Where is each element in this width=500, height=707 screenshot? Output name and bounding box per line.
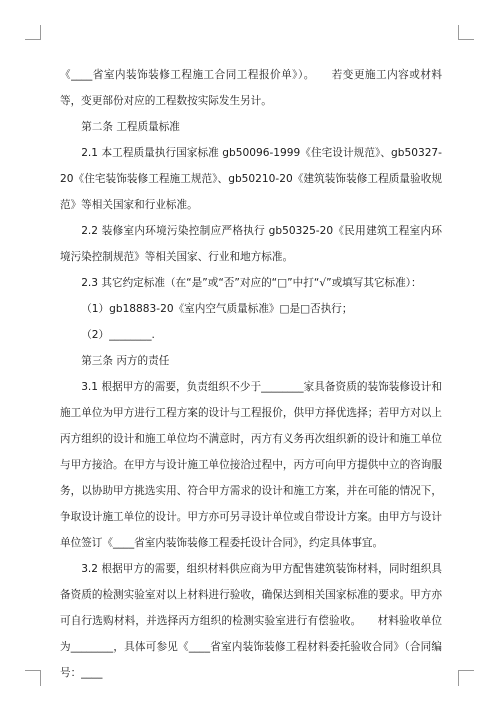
paragraph-2-3: 2.3 其它约定标准（在“是”或“否”对应的“□”中打“√”或填写其它标准）：	[81, 277, 422, 289]
paragraph-2-3-item-1: （1）gb18883-20《室内空气质量标准》□是□否执行；	[81, 303, 353, 315]
paragraph-2-3-item-2: （2）________.	[81, 329, 155, 341]
paragraph-2-2: 2.2 装修室内环境污染控制应严格执行 gb50325-20《民用建筑工程室内环境污染控制规范》等相关国家、行业和地方标准。	[60, 225, 442, 263]
document-body	[60, 62, 442, 686]
paragraph-3-2: 3.2 根据甲方的需要，组织材料供应商为甲方配售建筑装饰材料，同时组织具备资质的检测实验室对以上材料进行验收，确保达到相关国家标准的要求。甲方亦可自行选购材料，并选择丙方组织的检测实验室进行有偿验收。 材料验收单位为________，具体可参见《____省室内装饰装修工程材料委托验收合同》（合同编号：____	[60, 563, 442, 679]
paragraph-2-1: 2.1 本工程质量执行国家标准 gb50096-1999《住宅设计规范》、gb50327-20《住宅装饰装修工程施工规范》、gb50210-20《建筑装饰装修工程质量验收规范》等相关国家和行业标准。	[60, 147, 442, 211]
paragraph-3-1: 3.1 根据甲方的需要，负责组织不少于________家具备资质的装饰装修设计和施工单位为甲方进行工程方案的设计与工程报价，供甲方择优选择；若甲方对以上丙方组织的设计和施工单位均不满意时，丙方有义务再次组织新的设计和施工单位与甲方接洽。在甲方与设计施工单位接洽过程中，丙方可向甲方提供中立的咨询服务，以协助甲方挑选实用、符合甲方需求的设计和施工方案，并在可能的情况下，争取设计施工单位的设计。甲方亦可另寻设计单位或自带设计方案。由甲方与设计单位签订《____省室内装饰装修工程委托设计合同》，约定具体事宜。	[60, 381, 442, 549]
paragraph-quote-price-list: 《____省室内装饰装修工程施工合同工程报价单》）。 若变更施工内容或材料等，变更部份对应的工程数按实际发生另计。	[60, 69, 442, 107]
heading-article-2: 第二条 工程质量标准	[81, 121, 180, 133]
heading-article-3: 第三条 丙方的责任	[81, 355, 170, 367]
